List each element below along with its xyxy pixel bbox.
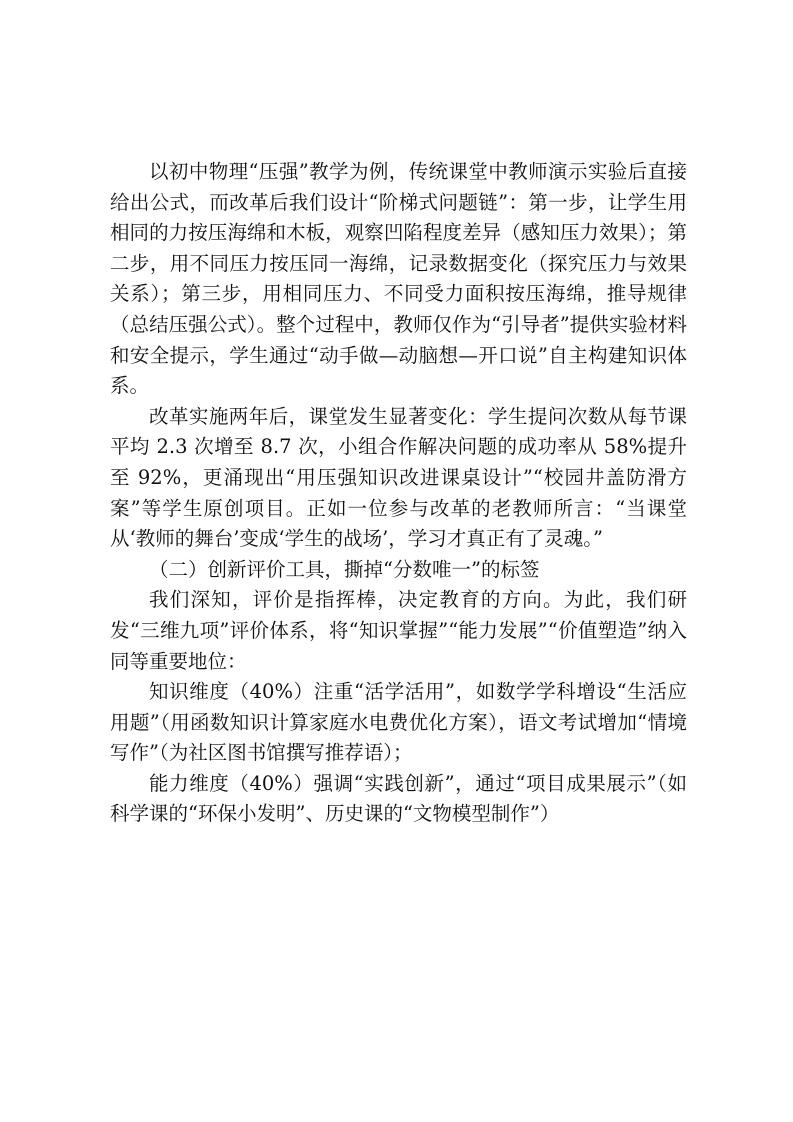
document-body <box>110 157 687 830</box>
paragraph-knowledge-dimension: 知识维度（40%）注重“活学活用”，如数学学科增设“生活应用题”（用函数知识计算家庭水电费优化方案），语文考试增加“情境写作”（为社区图书馆撰写推荐语）； <box>110 680 687 765</box>
section-heading-evaluation-tools: （二）创新评价工具，撕掉“分数唯一”的标签 <box>149 557 540 581</box>
paragraph-reform-results: 改革实施两年后，课堂发生显著变化：学生提问次数从每节课平均 2.3 次增至 8.7 次，小组合作解决问题的成功率从 58%提升至 92%，更涌现出“用压强知识改进课桌设计”“校园井盖防滑方案”等学生原创项目。正如一位参与改革的老教师所言：“当课堂从‘教师的舞台’变成‘学生的战场’，学习才真正有了灵魂。” <box>110 404 687 551</box>
paragraph-ability-dimension: 能力维度（40%）强调“实践创新”，通过“项目成果展示”（如科学课的“环保小发明”、历史课的“文物模型制作”） <box>110 771 687 826</box>
paragraph-pressure-teaching-example: 以初中物理“压强”教学为例，传统课堂中教师演示实验后直接给出公式，而改革后我们设计“阶梯式问题链”：第一步，让学生用相同的力按压海绵和木板，观察凹陷程度差异（感知压力效果）；第二步，用不同压力按压同一海绵，记录数据变化（探究压力与效果关系）；第三步，用相同压力、不同受力面积按压海绵，推导规律（总结压强公式）。整个过程中，教师仅作为“引导者”提供实验材料和安全提示，学生通过“动手做—动脑想—开口说”自主构建知识体系。 <box>110 160 687 398</box>
paragraph-evaluation-system: 我们深知，评价是指挥棒，决定教育的方向。为此，我们研发“三维九项”评价体系，将“知识掌握”“能力发展”“价值塑造”纳入同等重要地位： <box>110 588 687 673</box>
